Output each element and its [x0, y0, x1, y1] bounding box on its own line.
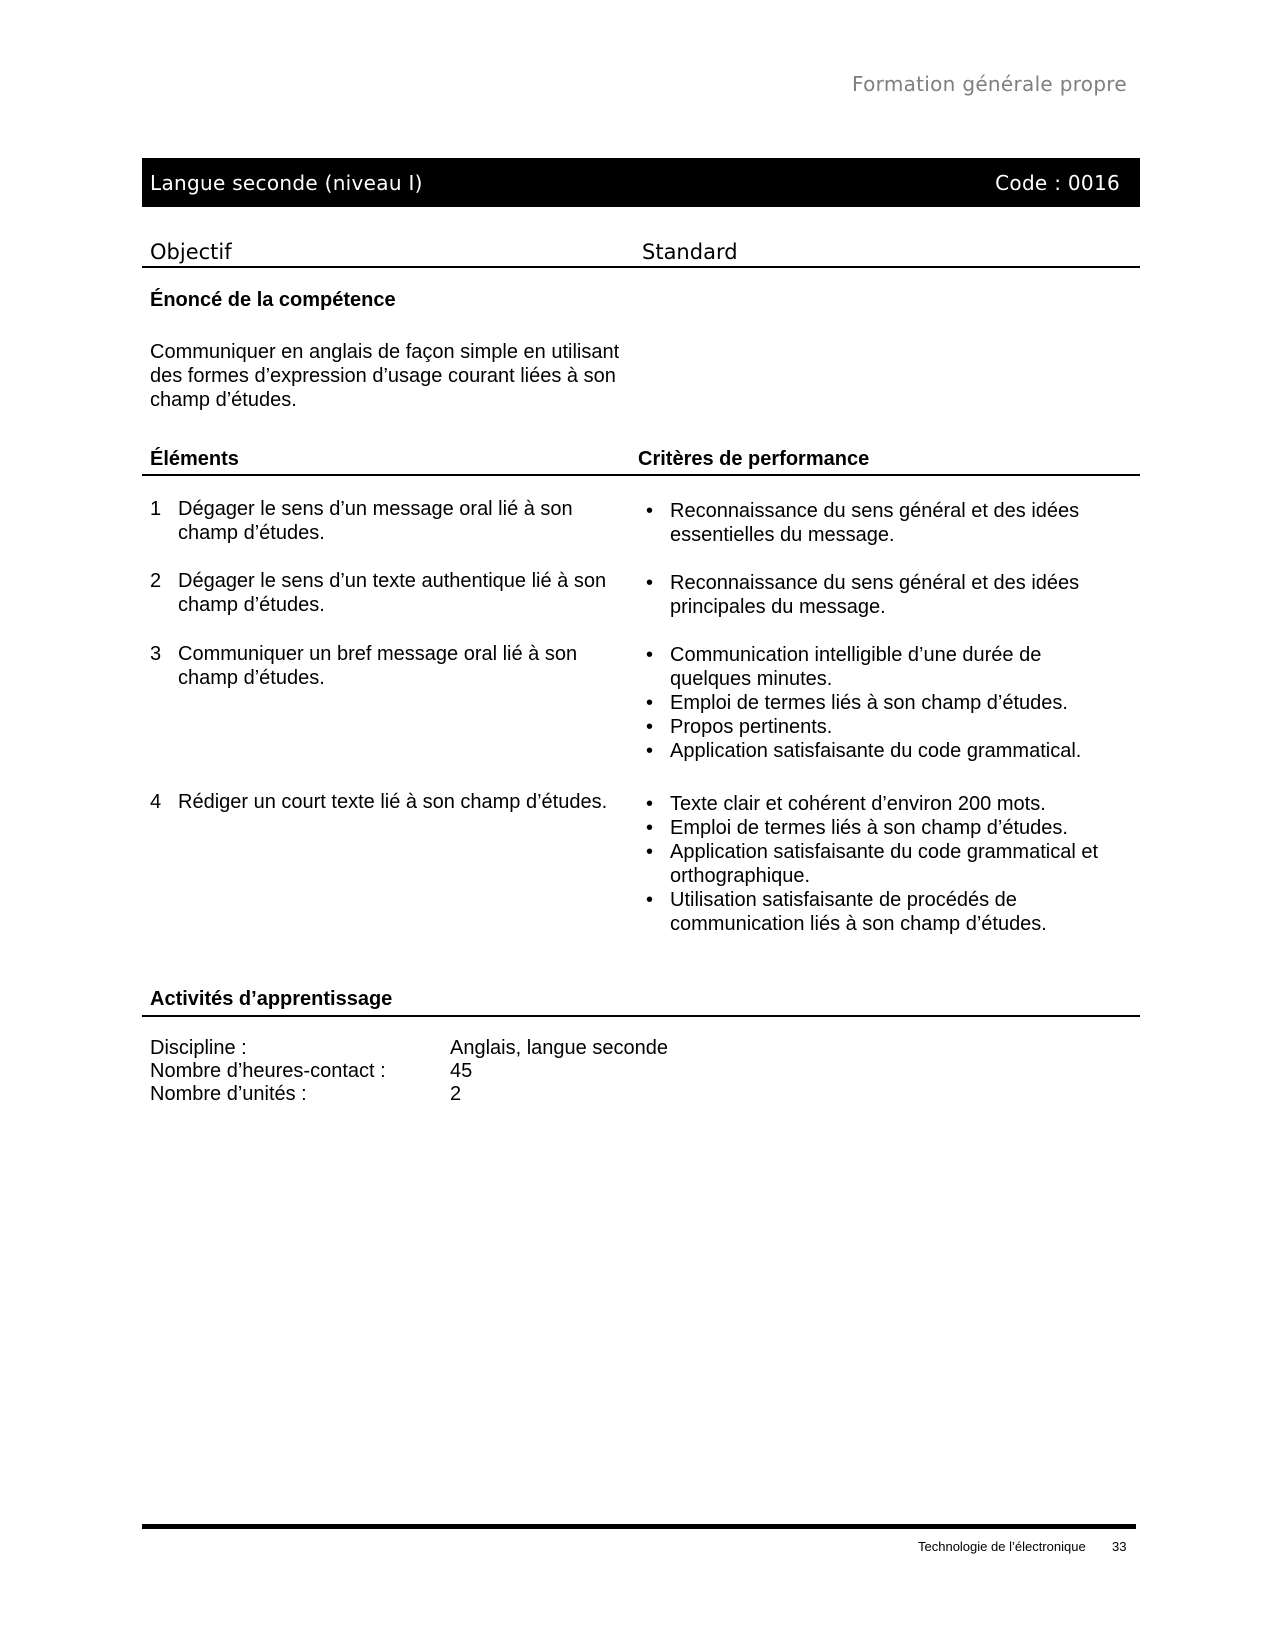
criterion-text: Application satisfaisante du code grammatical et orthographique. [670, 841, 1099, 887]
element-text: Dégager le sens d’un message oral lié à son champ d’études. [178, 498, 573, 544]
bullet-icon: • [646, 644, 654, 666]
criterion-text: Emploi de termes liés à son champ d’études. [670, 817, 1068, 839]
elements-header: Éléments [150, 448, 239, 470]
course-title-bar [142, 158, 1140, 207]
activity-key: Nombre d’unités : [150, 1083, 307, 1105]
bullet-icon: • [646, 889, 654, 911]
activity-value: 45 [450, 1060, 473, 1082]
page-number: 33 [1112, 1539, 1127, 1554]
activity-row [150, 1037, 668, 1060]
criterion-text: Utilisation satisfaisante de procédés de communication liés à son champ d’études. [670, 889, 1047, 935]
bullet-icon: • [646, 572, 654, 594]
bullet-icon: • [646, 692, 654, 714]
footer-program: Technologie de l’électronique [918, 1539, 1086, 1554]
criterion [646, 816, 1126, 840]
course-title: Langue seconde (niveau I) [150, 170, 423, 195]
activities-label: Activités d’apprentissage [150, 988, 393, 1010]
element-number: 1 [150, 498, 162, 520]
criterion [646, 571, 1126, 619]
criterion [646, 840, 1126, 888]
criterion [646, 691, 1126, 715]
criterion-text: Emploi de termes liés à son champ d’études. [670, 692, 1068, 714]
activity-key: Nombre d’heures-contact : [150, 1060, 386, 1082]
criterion [646, 499, 1126, 547]
element-number: 3 [150, 643, 162, 665]
criterion-text: Propos pertinents. [670, 716, 833, 738]
divider [142, 266, 1140, 268]
criterion [646, 792, 1126, 816]
bullet-icon: • [646, 841, 654, 863]
bullet-icon: • [646, 817, 654, 839]
bullet-icon: • [646, 793, 654, 815]
criterion-text: Reconnaissance du sens général et des idées essentielles du message. [670, 500, 1080, 546]
criterion [646, 643, 1126, 691]
section-header: Formation générale propre [852, 72, 1127, 96]
criteria-list [646, 643, 1126, 763]
criterion [646, 739, 1126, 763]
activity-key: Discipline : [150, 1037, 247, 1059]
activity-value: 2 [450, 1083, 462, 1105]
footer-divider [142, 1524, 1136, 1529]
criterion-text: Texte clair et cohérent d’environ 200 mots. [670, 793, 1046, 815]
bullet-icon: • [646, 500, 654, 522]
objectif-heading: Objectif [150, 240, 232, 264]
divider [142, 1015, 1140, 1017]
activity-value: Anglais, langue seconde [450, 1037, 668, 1059]
criteria-list [646, 571, 1126, 619]
criterion [646, 715, 1126, 739]
element-number: 2 [150, 570, 162, 592]
criterion-text: Communication intelligible d’une durée de quelques minutes. [670, 644, 1042, 690]
element-row [150, 569, 630, 617]
element-text: Rédiger un court texte lié à son champ d’études. [178, 791, 608, 813]
enonce-label: Énoncé de la compétence [150, 289, 396, 311]
bullet-icon: • [646, 740, 654, 762]
criterion-text: Reconnaissance du sens général et des idées principales du message. [670, 572, 1080, 618]
element-text: Communiquer un bref message oral lié à son champ d’études. [178, 643, 578, 689]
criteria-list [646, 792, 1126, 936]
criterion [646, 888, 1126, 936]
bullet-icon: • [646, 716, 654, 738]
criterion-text: Application satisfaisante du code grammatical. [670, 740, 1082, 762]
element-number: 4 [150, 791, 162, 813]
course-code: Code : 0016 [995, 170, 1120, 195]
criteria-list [646, 499, 1126, 547]
element-row [150, 642, 630, 690]
activity-row [150, 1060, 472, 1083]
element-text: Dégager le sens d’un texte authentique lié à son champ d’études. [178, 570, 607, 616]
divider [142, 474, 1140, 476]
enonce-text: Communiquer en anglais de façon simple en utilisant des formes d’expression d’usage courant liées à son champ d’études. [150, 341, 620, 411]
activity-row [150, 1083, 461, 1106]
standard-heading: Standard [642, 240, 738, 264]
element-row [150, 790, 630, 814]
criteria-header: Critères de performance [638, 448, 870, 470]
element-row [150, 497, 630, 545]
